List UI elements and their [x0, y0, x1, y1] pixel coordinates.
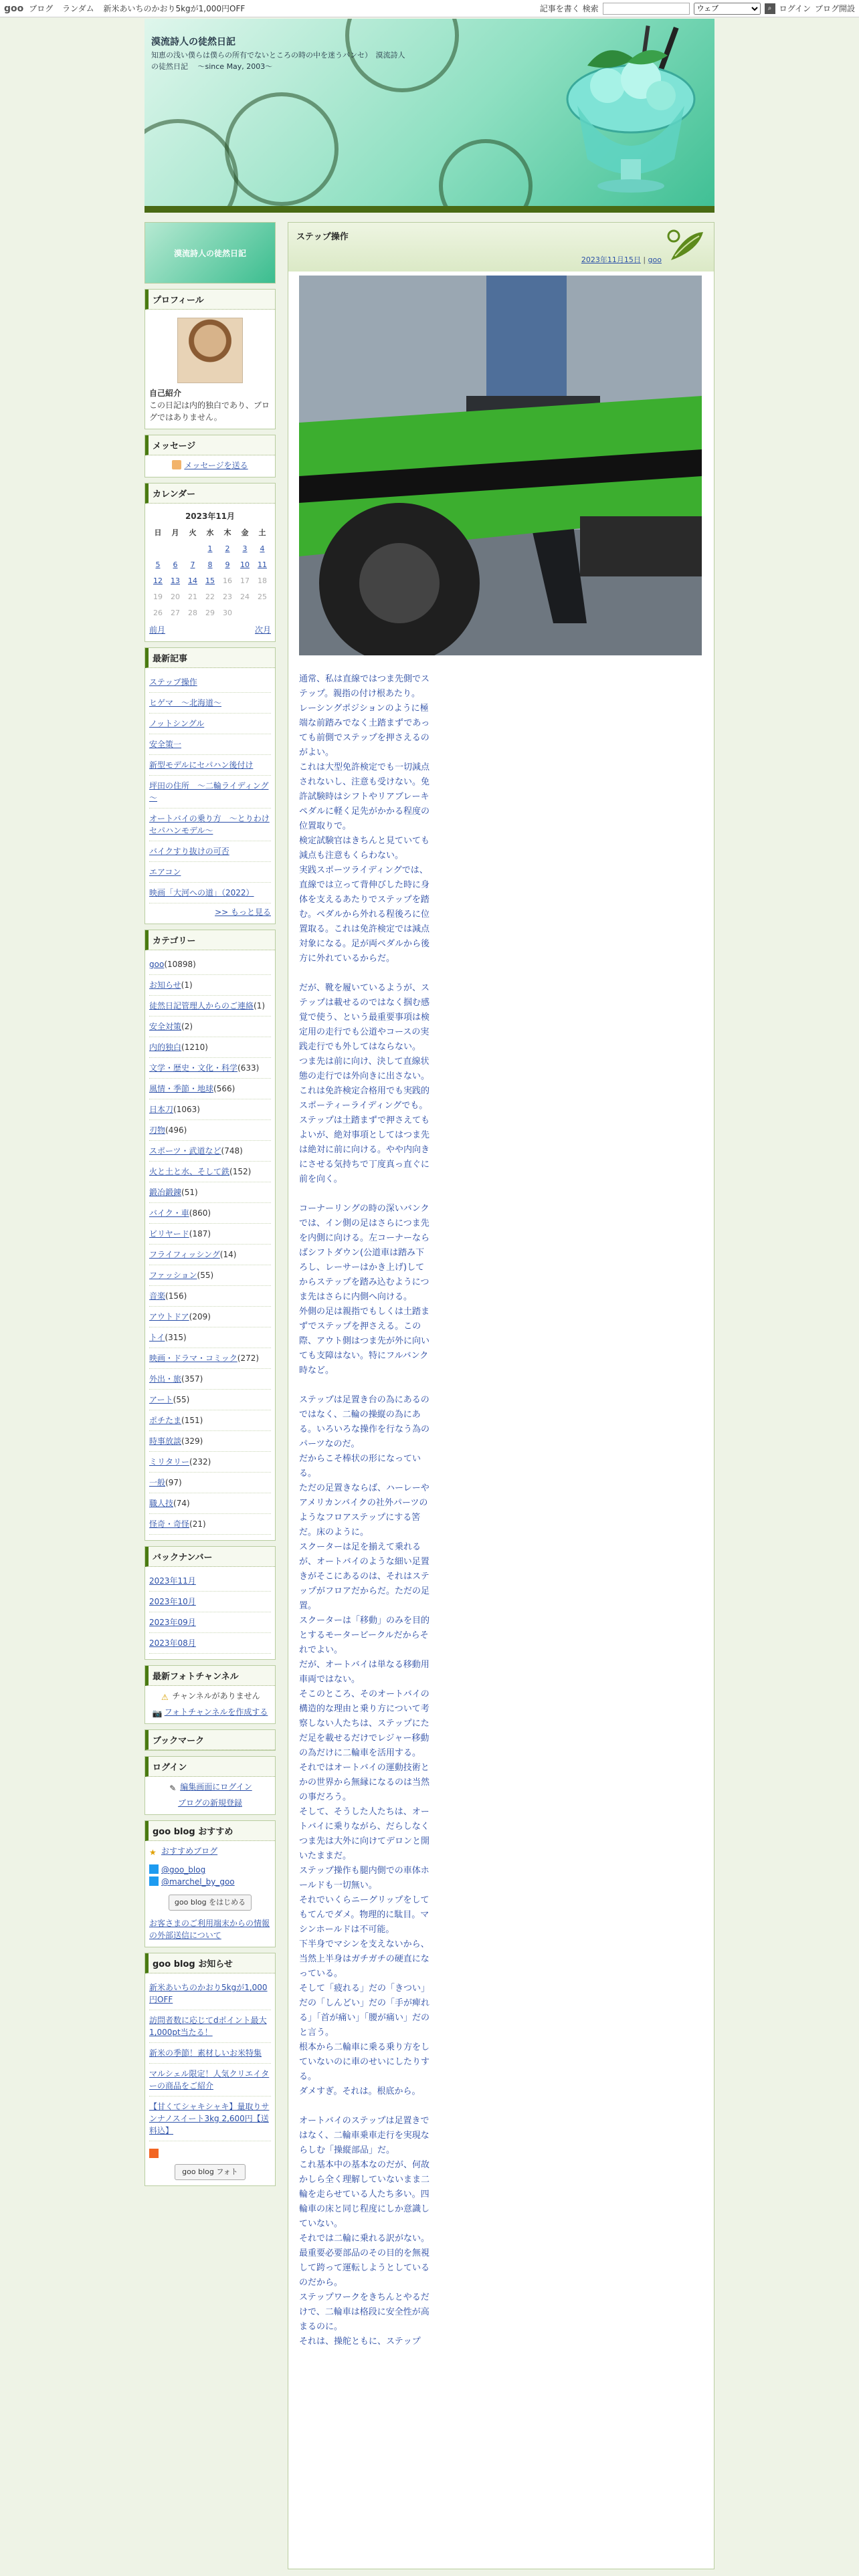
- warning-icon: ⚠: [161, 1693, 169, 1702]
- article-paragraph: オートバイのステップは足置きではなく、二輪車乗車走行を実現ならしむ「操縦部品」だ。 これ基本中の基本なのだが、何故かしら全く理解していないまま二輪を走らせている人たち多い。四輪車の床と同じ程度にしか意識していない。 それでは二輪に乗れる訳がない。 最重要必要部品のその目的を無視して跨って運転しようとしているのだから。 ステップワークをきちんとやるだけで、二輪車は格段に安全性が高まるのに。 それは、操舵ともに、ステップ: [299, 2116, 430, 2347]
- recent-post-link[interactable]: ノットシングル: [149, 719, 205, 728]
- category-count: (209): [189, 1312, 211, 1321]
- weekday-label: 日: [154, 528, 162, 537]
- weekday-label: 金: [241, 528, 249, 537]
- calendar-box: [145, 483, 276, 642]
- weekday-label: 月: [171, 528, 179, 537]
- category-link[interactable]: ファッション: [149, 1271, 197, 1280]
- calendar-day: 30: [223, 609, 232, 617]
- calendar-day-link: [254, 541, 271, 557]
- category-item: [149, 1120, 271, 1141]
- category-count: (14): [219, 1250, 237, 1259]
- calendar-day-link: [219, 541, 236, 557]
- calendar-day: 18: [258, 576, 267, 585]
- search-icon[interactable]: ⌕: [765, 3, 775, 14]
- category-count: (97): [165, 1478, 182, 1487]
- category-count: (55): [173, 1395, 190, 1404]
- envelope-icon: [172, 460, 181, 469]
- motorcycle-photo[interactable]: [299, 276, 702, 655]
- recommend-blog-link[interactable]: おすすめブログ: [161, 1846, 218, 1856]
- category-item: [149, 1307, 271, 1327]
- ornament-circle-icon: [439, 139, 533, 213]
- photo-channel-heading: 最新フォトチャンネル: [145, 1666, 275, 1686]
- category-link[interactable]: 時事放談: [149, 1436, 182, 1446]
- bookmark-box: [145, 1729, 276, 1751]
- category-link[interactable]: 風情・季節・地球: [149, 1084, 214, 1093]
- category-link[interactable]: 鍛冶鍛錬: [149, 1188, 182, 1197]
- article-category-link[interactable]: goo: [648, 255, 662, 264]
- category-item: [149, 1369, 271, 1390]
- recommend-heading: goo blog おすすめ: [145, 1821, 275, 1841]
- backnumber-link[interactable]: 2023年08月: [149, 1638, 196, 1648]
- recent-post-link[interactable]: エアコン: [149, 867, 181, 877]
- category-link[interactable]: お知らせ: [149, 980, 181, 990]
- category-link[interactable]: アート: [149, 1395, 173, 1404]
- calendar-day-link: [236, 541, 254, 557]
- article-paragraph: だが、靴を履いているようが、ステップは載せるのではなく掴む感覚で使う、という最重要事項は検定用の走行でも公道やコースの実践走行でも外してはならない。 つま先は前に向け、決して直線状態の走行では外向きに出さない。これは免許検定合格用でも実践的スポーティーライディングでも。 ステップは土踏まずで押さえてもよいが、絶対事項としてはつま先は絶対に前に向ける。やや内向きにさせる気持ちで丁度真っ直ぐに前を向く。: [299, 983, 430, 1184]
- backnumber-link[interactable]: 2023年11月: [149, 1576, 196, 1586]
- calendar-day-link[interactable]: 3: [242, 544, 248, 553]
- twitter-link-goo-blog[interactable]: @goo_blog: [161, 1865, 206, 1874]
- photo-channel-box: [145, 1665, 276, 1724]
- profile-avatar[interactable]: [177, 318, 243, 383]
- article-title[interactable]: ステップ操作: [296, 232, 349, 242]
- weekday-label: 土: [258, 528, 266, 537]
- external-info-link[interactable]: お客さまのご利用端末からの情報の外部送信について: [149, 1919, 270, 1940]
- recent-post-link[interactable]: オートバイの乗り方 ～とりわけセパハンモデル～: [149, 814, 270, 835]
- calendar-day: 26: [153, 609, 163, 617]
- search-input[interactable]: [603, 3, 690, 15]
- calendar-day: [167, 541, 184, 557]
- topbar-link-promo[interactable]: 新米あいちのかおり5kgが1,000円OFF: [103, 4, 246, 13]
- article-header: [288, 222, 714, 272]
- calendar-day-link: [254, 557, 271, 573]
- recent-post-link[interactable]: ステップ操作: [149, 677, 197, 687]
- edit-login-link[interactable]: 編集画面にログイン: [180, 1782, 252, 1792]
- category-item: [149, 1016, 271, 1037]
- category-item: [149, 1182, 271, 1203]
- no-channel-text: チャンネルがありません: [172, 1691, 260, 1701]
- calendar-day-link[interactable]: 11: [258, 560, 267, 569]
- category-count: (10898): [164, 960, 196, 969]
- category-link[interactable]: 安全対策: [149, 1022, 182, 1031]
- news-link[interactable]: マルシェル限定！人気クリエイターの商品をご紹介: [149, 2069, 270, 2090]
- news-link[interactable]: 訪問者数に応じてdポイント最大1,000pt当たる！: [149, 2016, 267, 2037]
- profile-box: [145, 289, 276, 429]
- calendar-day: 23: [223, 593, 232, 601]
- calendar-day-link[interactable]: 4: [260, 544, 265, 553]
- category-count: (748): [221, 1146, 243, 1156]
- header-bottom-bar: [145, 206, 714, 213]
- category-link[interactable]: goo: [149, 960, 165, 969]
- calendar-day: 29: [205, 609, 215, 617]
- category-count: (272): [237, 1354, 260, 1363]
- category-item: [149, 954, 271, 975]
- message-box: [145, 435, 276, 477]
- more-posts-link[interactable]: >> もっと見る: [215, 907, 271, 917]
- category-link[interactable]: 映画・ドラマ・コミック: [149, 1354, 237, 1363]
- calendar-day-link: [236, 557, 254, 573]
- category-count: (232): [189, 1457, 211, 1467]
- category-count: (566): [213, 1084, 235, 1093]
- calendar-day-link[interactable]: 13: [171, 576, 180, 585]
- send-message-link[interactable]: メッセージを送る: [184, 461, 248, 470]
- star-icon: ★: [149, 1848, 157, 1857]
- calendar-day-link[interactable]: 6: [173, 560, 178, 569]
- calendar-day-link[interactable]: 15: [205, 576, 215, 585]
- goo-blog-photo-button[interactable]: goo blog フォト: [175, 2164, 246, 2180]
- article-date-link[interactable]: 2023年11月15日: [581, 255, 641, 264]
- calendar-next-link[interactable]: 次月: [254, 625, 271, 635]
- calendar-day: 24: [240, 593, 250, 601]
- login-heading: ログイン: [145, 1757, 275, 1777]
- category-count: (156): [165, 1291, 187, 1301]
- profile-heading: プロフィール: [145, 290, 275, 310]
- calendar-day-link[interactable]: 9: [225, 560, 230, 569]
- category-link[interactable]: ポチたま: [149, 1416, 182, 1425]
- blog-title[interactable]: 漠流詩人の徒然日記: [151, 37, 235, 47]
- category-item: [149, 1265, 271, 1286]
- category-link[interactable]: 日本刀: [149, 1105, 174, 1114]
- category-count: (51): [181, 1188, 198, 1197]
- main-content: [288, 222, 714, 2569]
- goo-logo[interactable]: goo: [4, 3, 24, 14]
- categories-heading: カテゴリー: [145, 930, 275, 950]
- category-link[interactable]: フライフィッシング: [149, 1250, 220, 1259]
- category-item: [149, 1099, 271, 1120]
- category-link[interactable]: 内的独白: [149, 1043, 182, 1052]
- calendar-day: 27: [171, 609, 180, 617]
- twitter-icon: [149, 1876, 159, 1886]
- article-paragraph: コーナーリングの時の深いバンクでは、イン側の足はさらにつま先を内側に向ける。左コーナーならばシフトダウン(公道車は踏み下ろし、レーサーはかき上げ)してからステップを踏み込むようにつま先はさらに内側へ向ける。 外側の足は親指でもしくは土踏まずでステップを押さえる。この際、アウト側はつま先が外に向いても支障はない。特にフルバンク時など。: [299, 1204, 430, 1376]
- leaf-ornament-icon: [664, 227, 707, 270]
- news-link[interactable]: 新米あいちのかおり5kgが1,000円OFF: [149, 1983, 268, 2004]
- category-count: (187): [189, 1229, 211, 1239]
- start-goo-blog-button[interactable]: goo blog をはじめる: [169, 1895, 252, 1911]
- calendar-day: [184, 541, 201, 557]
- category-link[interactable]: バイク・車: [149, 1208, 189, 1218]
- calendar-day-link[interactable]: 14: [188, 576, 197, 585]
- category-count: (2): [181, 1022, 193, 1031]
- category-item: [149, 1141, 271, 1162]
- category-item: [149, 1327, 271, 1348]
- weekday-label: 水: [206, 528, 214, 537]
- twitter-link-marchel[interactable]: @marchel_by_goo: [161, 1877, 235, 1887]
- category-list: [149, 954, 271, 1535]
- category-link[interactable]: 文学・歴史・文化・科学: [149, 1063, 238, 1073]
- calendar-day: 20: [171, 593, 180, 601]
- calendar-day-link: [184, 557, 201, 573]
- topbar-link-random[interactable]: ランダム: [62, 4, 94, 13]
- recent-post-link[interactable]: 安全策一: [149, 740, 182, 749]
- category-count: (55): [197, 1271, 214, 1280]
- sidebar: [145, 222, 276, 2569]
- category-link[interactable]: 怪奇・奇怪: [149, 1519, 190, 1529]
- category-count: (1): [254, 1001, 266, 1010]
- open-blog-link[interactable]: ブログ開設: [814, 4, 855, 13]
- calendar-day-link: [201, 557, 219, 573]
- calendar-prev-link[interactable]: 前月: [149, 625, 166, 635]
- category-item: [149, 1245, 271, 1265]
- category-item: [149, 1452, 271, 1473]
- create-photo-channel-link[interactable]: フォトチャンネルを作成する: [164, 1707, 268, 1717]
- category-item: [149, 1473, 271, 1493]
- shaved-ice-glass-icon: [561, 25, 701, 193]
- calendar-day-link[interactable]: 5: [155, 560, 161, 569]
- category-count: (152): [229, 1167, 252, 1176]
- calendar-month: 2023年11月: [185, 512, 235, 521]
- calendar-day-link[interactable]: 10: [240, 560, 250, 569]
- category-count: (357): [181, 1374, 203, 1384]
- category-item: [149, 1162, 271, 1182]
- news-box: [145, 1953, 276, 2186]
- category-count: (860): [189, 1208, 211, 1218]
- calendar-day-link[interactable]: 7: [190, 560, 195, 569]
- calendar-day-link[interactable]: 1: [207, 544, 213, 553]
- recent-posts-box: [145, 647, 276, 924]
- calendar-day-link: [201, 573, 219, 589]
- category-item: [149, 1286, 271, 1307]
- category-link[interactable]: ミリタリー: [149, 1457, 190, 1467]
- category-item: [149, 1514, 271, 1535]
- category-item: [149, 1348, 271, 1369]
- bookmark-heading: ブックマーク: [145, 1730, 275, 1750]
- calendar-day-link: [219, 557, 236, 573]
- calendar-day: 21: [188, 593, 197, 601]
- category-count: (1210): [181, 1043, 208, 1052]
- category-count: (496): [165, 1125, 187, 1135]
- category-item: [149, 975, 271, 996]
- category-count: (151): [181, 1416, 203, 1425]
- calendar-day-link[interactable]: 2: [225, 544, 230, 553]
- category-count: (74): [173, 1499, 190, 1508]
- topbar-link-blog[interactable]: ブログ: [29, 4, 54, 13]
- recent-post-link[interactable]: 映画「大河への道」（2022）: [149, 888, 254, 897]
- camera-icon: 📷: [152, 1709, 163, 1718]
- calendar-day: [236, 605, 254, 621]
- category-link[interactable]: 音楽: [149, 1291, 166, 1301]
- recommend-box: [145, 1820, 276, 1947]
- backnumber-link[interactable]: 2023年10月: [149, 1597, 196, 1606]
- calendar-day-link: [201, 541, 219, 557]
- category-item: [149, 1058, 271, 1079]
- login-link[interactable]: ログイン: [779, 4, 811, 13]
- calendar-day-link: [167, 573, 184, 589]
- news-link[interactable]: 新米の季節！素材しいお米特集: [149, 2048, 262, 2058]
- category-link[interactable]: アウトドア: [149, 1312, 189, 1321]
- category-link[interactable]: ビリヤード: [149, 1229, 189, 1239]
- ornament-circle-icon: [145, 119, 238, 213]
- recent-post-link[interactable]: 坪田の住所 ～二輪ライディング～: [149, 781, 269, 802]
- calendar-day-link: [184, 573, 201, 589]
- calendar-heading: カレンダー: [145, 484, 275, 504]
- news-link[interactable]: 【甘くてシャキシャキ】量取りサンナノスイート3kg 2,600円【送料込】: [149, 2102, 270, 2135]
- categories-box: [145, 930, 276, 1541]
- calendar-day-link: [149, 573, 167, 589]
- rss-icon[interactable]: [149, 2149, 159, 2158]
- category-count: (633): [237, 1063, 260, 1073]
- recent-post-link[interactable]: バイクすり抜けの可否: [149, 847, 229, 856]
- recent-posts-heading: 最新記事: [145, 648, 275, 668]
- article-body: [288, 272, 714, 2569]
- recent-post-link[interactable]: 新型モデルにセパハン後付け: [149, 760, 254, 770]
- category-link[interactable]: 徒然日記管理人からのご連絡: [149, 1001, 254, 1010]
- category-item: [149, 996, 271, 1016]
- ornament-circle-icon: [225, 92, 339, 206]
- news-heading: goo blog お知らせ: [145, 1953, 275, 1973]
- calendar-day: [254, 605, 271, 621]
- message-heading: メッセージ: [145, 435, 275, 455]
- weekday-label: 木: [223, 528, 231, 537]
- calendar-day-link[interactable]: 8: [207, 560, 213, 569]
- category-item: [149, 1203, 271, 1224]
- category-count: (329): [181, 1436, 203, 1446]
- calendar-day: 25: [258, 593, 267, 601]
- register-blog-link[interactable]: ブログの新規登録: [177, 1798, 242, 1808]
- category-link[interactable]: スポーツ・武道など: [149, 1146, 221, 1156]
- category-link[interactable]: 一般: [149, 1478, 166, 1487]
- sidebar-banner[interactable]: 漠流詩人の徒然日記: [145, 222, 276, 284]
- pencil-icon: ✎: [169, 1784, 177, 1793]
- category-count: (21): [189, 1519, 206, 1529]
- calendar-day: 28: [188, 609, 197, 617]
- category-link[interactable]: 職人技: [149, 1499, 174, 1508]
- calendar-day: 19: [153, 593, 163, 601]
- article-meta: 2023年11月15日 | goo: [581, 255, 662, 264]
- calendar-day-link: [149, 557, 167, 573]
- blog-subtitle: 知恵の浅い僕らは僕らの所有でないところの時の中を迷うパンセ） 漠流詩人の徒然日記 ～since May, 2003～: [151, 51, 405, 71]
- category-item: [149, 1079, 271, 1099]
- goo-top-bar: [0, 0, 859, 17]
- category-count: (1): [181, 980, 193, 990]
- calendar-day-link: [167, 557, 184, 573]
- category-count: (1063): [173, 1105, 200, 1114]
- twitter-icon: [149, 1864, 159, 1874]
- search-scope-select[interactable]: [694, 3, 761, 15]
- category-link[interactable]: 火と土と水、そして鉄: [149, 1167, 230, 1176]
- recent-post-link[interactable]: ヒゲマ ～北海道～: [149, 698, 222, 708]
- category-item: [149, 1390, 271, 1410]
- login-box: [145, 1756, 276, 1815]
- category-item: [149, 1410, 271, 1431]
- calendar-day: 22: [205, 593, 215, 601]
- category-item: [149, 1493, 271, 1514]
- calendar-day: 17: [240, 576, 250, 585]
- calendar-day: 16: [223, 576, 232, 585]
- profile-intro-text: この日記は内的独白であり、ブログではありません。: [149, 401, 270, 422]
- category-link[interactable]: 外出・旅: [149, 1374, 182, 1384]
- calendar-day-link[interactable]: 12: [153, 576, 163, 585]
- category-link[interactable]: 刃物: [149, 1125, 166, 1135]
- calendar-table: [149, 525, 271, 621]
- category-link[interactable]: トイ: [149, 1333, 165, 1342]
- article-paragraph: ステップは足置き台の為にあるのではなく、二輪の操縦の為にある。いろいろな操作を行なう為のパーツなのだ。 だからこそ棒状の形になっている。 ただの足置きならば、ハーレーやアメリカンバイクの社外パーツのようなフロアステップにする筈だ。床のように。 スクーターは足を揃えて乗れるが、オートバイのような細い足置きがそこにあるのは、それはステップがフロアだからだ。ただの足置。 スクーターは「移動」のみを目的とするモータービークルだからそれでよい。 だが、オートバイは単なる移動用車両ではない。 そこのところ、そのオートバイの構造的な理由と乗り方について考察しない人たちは、ステップにただ足を載せるだけでレジャー移動の為だけに二輪車を活用する。 それではオートバイの運動技術とかの世界から無縁になるのは当然の事だろう。 そして、そうした人たちは、オートバイに乗りながら、だらしなくつま先は大外に向けてデロンと開いたままだ。 ステップ操作も腿内側での車体ホールドも一切無い。 それでいくらニーグリップをしてもてんでダメ。物理的に駄目。マシンホールドは不可能。 下半身でマシンを支えないから、当然上半身はガチガチの硬直になっている。 そして「疲れる」だの「きつい」だの「しんどい」だの「手が痺れる」「首が痛い」「腰が痛い」だのと言う。 根本から二輪車に乗る乗り方をしていないのに車のせいにしたりする。 ダメすぎ。それは。根底から。: [299, 1395, 430, 2097]
- category-item: [149, 1224, 271, 1245]
- profile-intro-label: 自己紹介: [149, 389, 182, 398]
- article-paragraph: 通常、私は直線ではつま先側でステップ。親指の付け根あたり。 レーシングポジションのように極端な前踏みでなく土踏まずであっても前側でステップを押さえるのがよい。 これは大型免許検定でも一切減点されないし、注意も受けない。免許試験時はシフトやリアブレーキペダルに軽く足先がかかる程度の位置取りで。 検定試験官はきちんと見ていても減点も注意もくらわない。 実践スポーツライディングでは、直線では立って背伸びした時に身体を支えるあたりでステップを踏む。ペダルから外れる程後ろに位置取る。これは免許検定では減点対象になる。足が両ペダルから後方に外れているからだ。: [299, 674, 430, 964]
- search-label: 記事を書く 検索: [539, 4, 599, 13]
- calendar-day: [149, 541, 167, 557]
- category-item: [149, 1431, 271, 1452]
- category-count: (315): [165, 1333, 187, 1342]
- blog-header: [145, 19, 714, 213]
- backnumber-link[interactable]: 2023年09月: [149, 1618, 196, 1627]
- backnumber-heading: バックナンバー: [145, 1547, 275, 1567]
- backnumber-box: [145, 1546, 276, 1660]
- category-item: [149, 1037, 271, 1058]
- weekday-label: 火: [189, 528, 197, 537]
